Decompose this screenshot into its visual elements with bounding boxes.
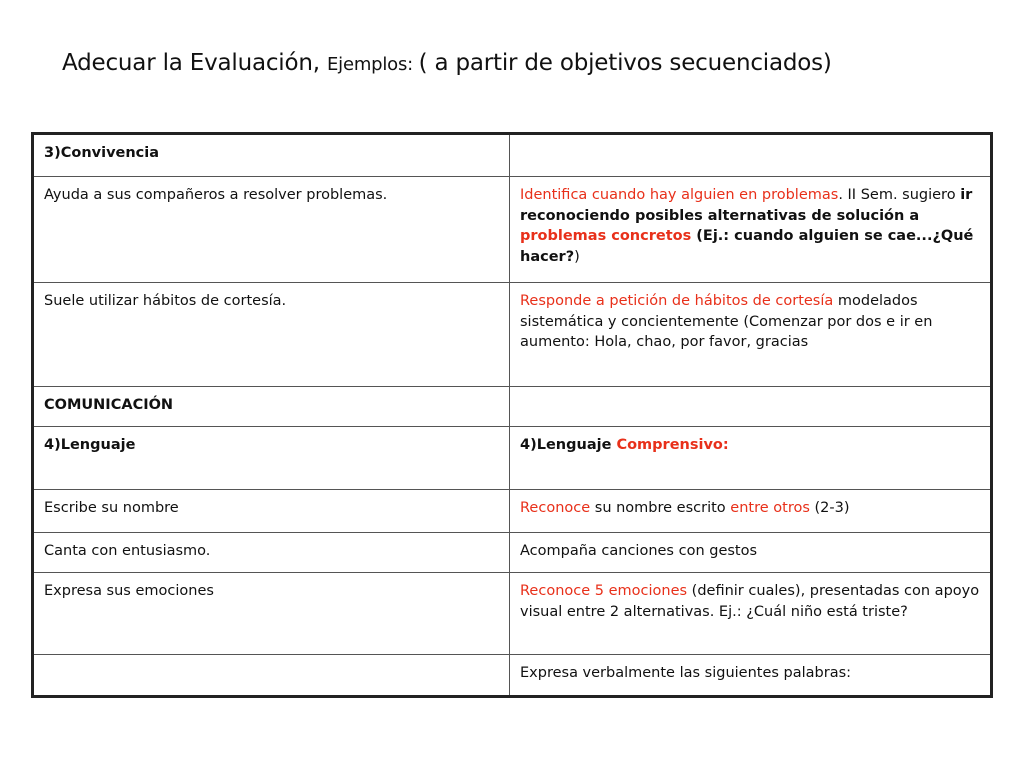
cell-text-segment: Escribe su nombre [44,500,179,516]
table-cell-right [510,573,992,655]
table-cell-left [33,655,510,697]
table-row [33,283,992,387]
table-cell-right [510,283,992,387]
table-cell-right [510,134,992,177]
table-cell-left [33,387,510,427]
table-row [33,177,992,283]
cell-text-segment: Expresa verbalmente las siguientes palabras: [520,665,852,681]
table-row [33,655,992,697]
cell-text-segment: Identifica cuando hay alguien en problemas [520,187,839,203]
cell-text-segment: modelados sistemática y concientemente (Comenzar por dos e ir en aumento: Hola, chao, por favor, gracias [520,293,933,350]
cell-text-segment: Acompaña canciones con gestos [520,543,758,559]
table-cell-left [33,490,510,533]
cell-text-segment: Responde a petición de hábitos de cortesía [520,293,834,309]
table-row [33,427,992,490]
table-cell-right [510,533,992,573]
cell-text-segment: Comprensivo: [616,437,729,453]
table-row [33,573,992,655]
cell-text-segment: problemas concretos [520,228,692,244]
title-subtitle: ( a partir de objetivos secuenciados) [418,50,832,76]
cell-text-segment: 3)Convivencia [44,145,160,161]
cell-text-segment: Reconoce [520,500,591,516]
title-main: Adecuar la Evaluación, [62,50,327,76]
table-cell-right [510,427,992,490]
cell-text-segment: . II Sem. sugiero [838,187,961,203]
cell-text-segment: su nombre escrito [590,500,731,516]
cell-text-segment: Expresa sus emociones [44,583,214,599]
table-row [33,533,992,573]
title-examples: Ejemplos: [326,54,419,75]
table-cell-right [510,177,992,283]
cell-text-segment: 4)Lenguaje [44,437,136,453]
cell-text-segment: ) [574,248,580,265]
table-cell-right [510,387,992,427]
cell-text-segment: 4)Lenguaje [520,437,617,453]
table-cell-left [33,427,510,490]
table-row [33,387,992,427]
cell-text-segment: Suele utilizar hábitos de cortesía. [44,293,287,309]
cell-text-segment: Reconoce 5 emociones [520,583,688,599]
table-row [33,134,992,177]
table-cell-left [33,177,510,283]
cell-text-segment: (definir cuales), presentadas con apoyo visual entre 2 alternativas. Ej.: ¿Cuál niño está triste? [520,583,980,620]
cell-text-segment: COMUNICACIÓN [44,397,174,413]
table-row [33,490,992,533]
table-cell-left [33,573,510,655]
cell-text-segment: Ayuda a sus compañeros a resolver problemas. [44,187,388,203]
cell-text-segment: ( [691,228,703,244]
slide-title [62,50,832,76]
table-cell-left [33,134,510,177]
cell-text-segment: ir reconociendo posibles alternativas de solución a [520,187,973,224]
cell-text-segment: Ej.: cuando alguien se cae...¿Qué hacer? [520,228,974,265]
table-cell-right [510,655,992,697]
table-cell-left [33,283,510,387]
evaluation-table [31,132,993,698]
cell-text-segment: entre otros [730,500,810,516]
table-cell-right [510,490,992,533]
cell-text-segment: Canta con entusiasmo. [44,543,211,559]
table-cell-left [33,533,510,573]
cell-text-segment: (2-3) [809,500,850,516]
